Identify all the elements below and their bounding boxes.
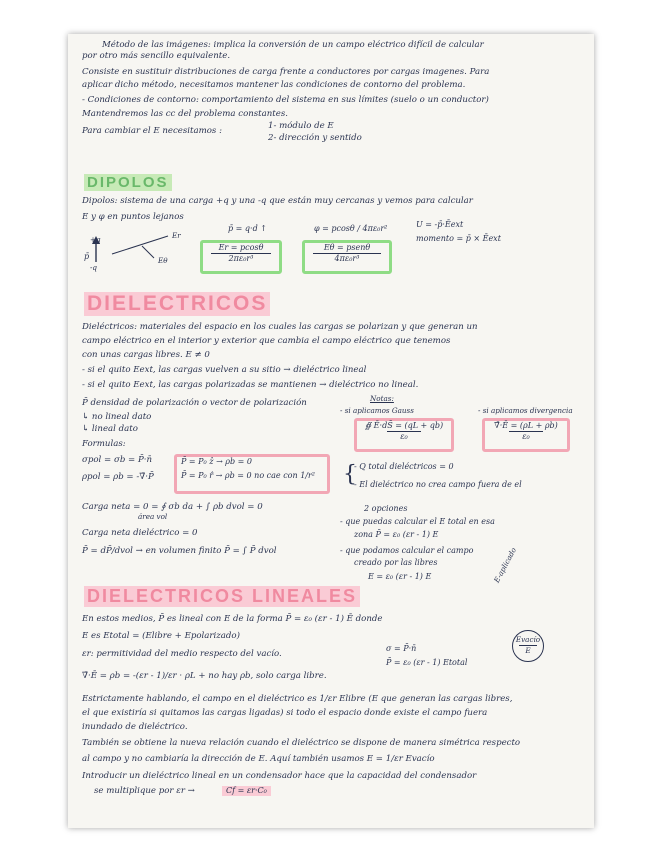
gauss-label: - si aplicamos Gauss <box>340 406 414 415</box>
intro-line-5: - Condiciones de contorno: comportamiento del sistema en sus límites (suelo o un conductor) <box>82 95 489 105</box>
dielectricos-line-3: con unas cargas libres. E ≠ 0 <box>82 350 210 360</box>
dipole-plus-label: +q <box>90 235 101 244</box>
capacity-formula: Cf = εr·C₀ <box>222 786 271 796</box>
gauss-integral-box <box>354 418 454 452</box>
circle-note-top: Evacío <box>515 635 541 644</box>
carga-neta-line: Carga neta = 0 = ∮ σb da + ∫ ρb dvol = 0 <box>82 502 263 512</box>
heading-dipolos: DIPOLOS <box>84 174 172 191</box>
lineales-line-9: al campo y no cambiaría la dirección de E. Aquí también usamos E = 1/εr Evacío <box>82 754 435 764</box>
dipole-minus-label: -q <box>90 263 98 272</box>
intro-line-1: Método de las imágenes: implica la conversión de un campo eléctrico difícil de calcular <box>102 40 484 50</box>
box-formula-1: P̄ = P₀ ẑ → ρb = 0 <box>181 457 253 466</box>
potential-formula: φ = pcosθ / 4πε₀r² <box>314 224 388 233</box>
gauss-divergence-num: ∇̄·Ē = (ρL + ρb) <box>494 421 558 430</box>
p-volumen-line: P̄ = dP̄/dvol → en volumen finito P̄ = ∫ P̄ dvol <box>82 546 277 556</box>
er-formula-den: 2πε₀r³ <box>211 253 271 264</box>
intro-item-1: 1- módulo de E <box>268 121 334 131</box>
vertical-note: E-aplicado <box>492 545 519 585</box>
formulas-label: Formulas: <box>82 439 126 449</box>
intro-line-2: por otro más sencillo equivalente. <box>82 51 231 61</box>
box-formula-2: P̄ = P₀ r̂ → ρb = 0 no cae con 1/r² <box>181 471 316 480</box>
dielectricos-line-7: ↳ no lineal dato <box>82 412 152 422</box>
bracket-symbol: { <box>343 462 357 487</box>
lineales-line-11: se multiplique por εr → <box>94 786 195 796</box>
heading-dielectricos-lineales: DIELECTRICOS LINEALES <box>84 586 360 607</box>
lineales-line-10: Introducir un dieléctrico lineal en un condensador hace que la capacidad del condensador <box>82 771 477 781</box>
er-label: Er <box>172 231 181 240</box>
etheta-formula-den: 4πε₀r³ <box>313 253 381 264</box>
dielectricos-line-8: ↳ lineal dato <box>82 424 138 434</box>
lineales-line-2: E es Etotal = (Elibre + Epolarizado) <box>82 631 240 641</box>
etheta-arrow <box>142 246 154 258</box>
intro-line-3: Consiste en sustituir distribuciones de carga frente a conductores por cargas imagenes. Para <box>82 67 490 77</box>
p-total-formula: P̄ = ε₀ (εr - 1) Etotal <box>386 658 468 667</box>
bracket-line-1: - Q total dieléctricos = 0 <box>354 462 454 471</box>
circle-note-bottom: E <box>519 645 537 656</box>
circle-note <box>512 630 544 662</box>
dipolos-definition: Dipolos: sistema de una carga +q y una -q que están muy cercanas y vemos para calcular <box>82 196 473 206</box>
opciones-4: - que podamos calcular el campo <box>340 546 474 555</box>
formula-rho-pol: ρpol = ρb = -∇̄·P̄ <box>82 472 154 482</box>
notes-label: Notas: <box>370 394 394 403</box>
gauss-divergence-box <box>482 418 570 452</box>
energy-formula: U = -p̄·Ēext <box>416 220 464 229</box>
torque-formula: momento = p̄ × Ēext <box>416 234 501 243</box>
opciones-5: creado por las libres <box>354 558 438 567</box>
etheta-formula-num: Eθ = psenθ <box>323 243 371 252</box>
notebook-page <box>68 34 594 828</box>
sigma-formula: σ = P̄·n̄ <box>386 644 417 653</box>
lineales-line-7: inundado de dieléctrico. <box>82 722 188 732</box>
opciones-6: E = ε₀ (εr - 1) E <box>368 572 432 581</box>
dielectricos-line-1: Dieléctricos: materiales del espacio en los cuales las cargas se polarizan y que generan un <box>82 322 478 332</box>
divergence-label: - si aplicamos divergencia <box>478 406 573 415</box>
polarization-cases-box <box>174 454 330 494</box>
etheta-formula-box <box>302 240 392 274</box>
opciones-1: 2 opciones <box>364 504 408 513</box>
opciones-2: - que puedas calcular el E total en esa <box>340 517 495 526</box>
lineales-line-3: εr: permitividad del medio respecto del vacío. <box>82 649 282 659</box>
gauss-integral-num: ∯ Ē·dS̄ = (qL + qb) <box>364 421 444 430</box>
dipole-moment-formula: p̄ = q·d ↑ <box>228 224 267 233</box>
etheta-label: Eθ <box>158 256 168 265</box>
carga-neta-dielectrico: Carga neta dieléctrico = 0 <box>82 528 198 538</box>
dielectricos-line-2: campo eléctrico en el interior y exterior que cambia el campo eléctrico que tenemos <box>82 336 451 346</box>
dipolos-line-2: E y φ en puntos lejanos <box>82 212 184 222</box>
intro-line-4: aplicar dicho método, necesitamos mantener las condiciones de contorno del problema. <box>82 80 466 90</box>
intro-line-7: Para cambiar el E necesitamos : <box>82 126 222 136</box>
gauss-divergence-den: ε₀ <box>509 431 543 442</box>
dielectricos-line-5: - si el quito Eext, las cargas polarizadas se mantienen → dieléctrico no lineal. <box>82 380 419 390</box>
intro-item-2: 2- dirección y sentido <box>268 133 362 143</box>
gauss-integral-den: ε₀ <box>387 431 421 442</box>
er-formula-num: Er = pcosθ <box>218 243 264 252</box>
dipole-p-label: p̄ <box>84 252 90 261</box>
lineales-line-1: En estos medios, P̄ es lineal con E de la forma P̄ = ε₀ (εr - 1) Ē donde <box>82 614 383 624</box>
lineales-line-8: También se obtiene la nueva relación cuando el dieléctrico se dispone de manera simétrica respecto <box>82 738 521 748</box>
radius-line <box>112 236 168 254</box>
opciones-3: zona P̄ = ε₀ (εr - 1) E <box>354 530 439 539</box>
intro-line-6: Mantendremos las cc del problema constantes. <box>82 109 288 119</box>
lineales-line-4: ∇̄·Ē = ρb = -(εr - 1)/εr · ρL + no hay ρb, solo carga libre. <box>82 671 327 681</box>
heading-dielectricos: DIELECTRICOS <box>84 292 270 316</box>
dielectricos-line-6: P̄ densidad de polarización o vector de polarización <box>82 398 307 408</box>
bracket-line-2: - El dieléctrico no crea campo fuera de el <box>354 480 522 489</box>
formula-sigma-pol: σpol = σb = P̄·n̄ <box>82 455 153 465</box>
lineales-line-6: el que existiría si quitamos las cargas ligadas) si todo el espacio donde existe el campo fuera <box>82 708 488 718</box>
lineales-line-5: Estrictamente hablando, el campo en el dieléctrico es 1/εr Elibre (E que generan las cargas libres, <box>82 694 513 704</box>
er-formula-box <box>200 240 282 274</box>
carga-neta-sub: área vol <box>138 512 168 521</box>
dielectricos-line-4: - si el quito Eext, las cargas vuelven a su sitio → dieléctrico lineal <box>82 365 367 375</box>
